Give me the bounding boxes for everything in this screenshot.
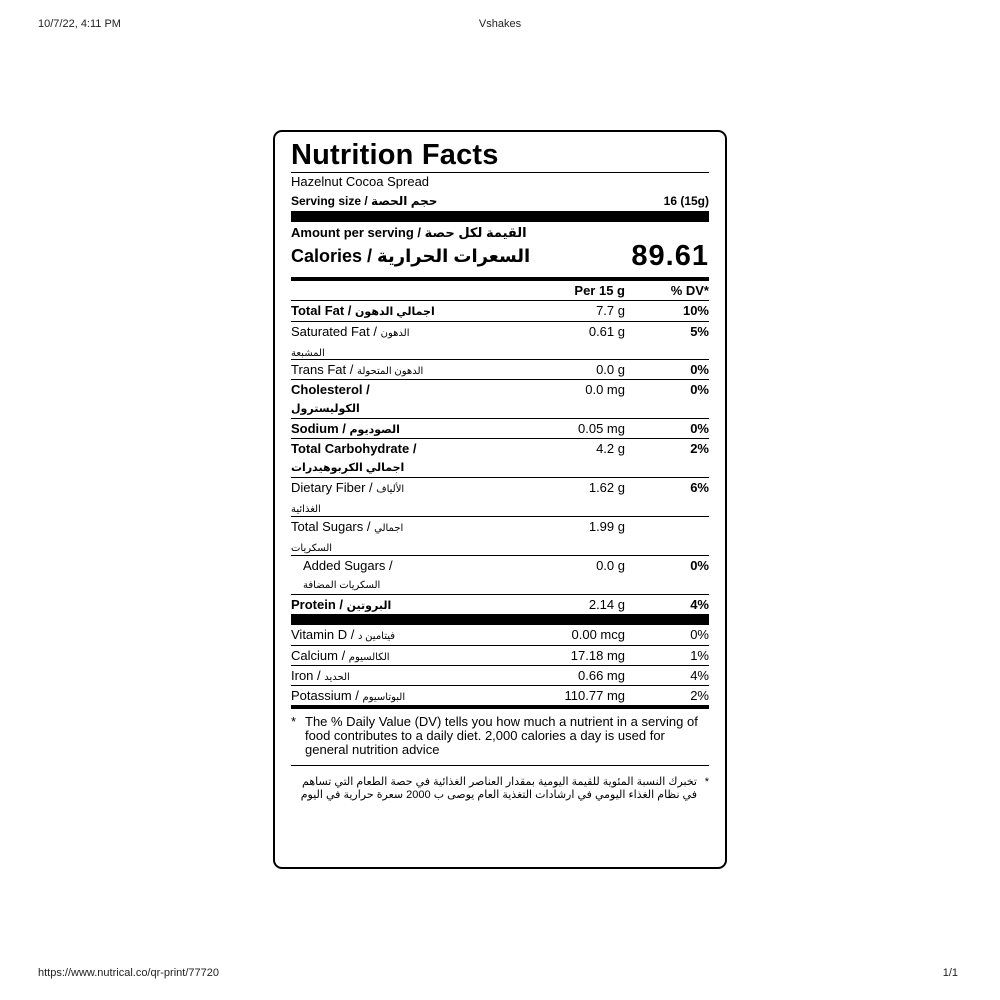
mineral-name-arabic: البوتاسيوم — [362, 692, 406, 703]
mineral-row-vitamin-d — [291, 625, 709, 645]
nutrient-amount: 1.99 g — [588, 519, 625, 534]
mineral-dv: 0% — [690, 627, 709, 642]
nutrient-name: Dietary Fiber / — [291, 480, 377, 495]
nutrient-name: Total Fat / — [291, 303, 356, 318]
nutrient-dv: 0% — [690, 421, 709, 436]
nutrient-row-total-sugars — [291, 516, 709, 555]
serving-size-value: 16 (15g) — [663, 194, 709, 208]
nutrient-row-saturated-fat — [291, 321, 709, 359]
serving-size-row — [291, 191, 709, 211]
nutrient-amount: 4.2 g — [596, 441, 625, 456]
footnote-english — [291, 715, 709, 765]
mineral-amount: 110.77 mg — [564, 688, 625, 703]
nutrient-row-sodium — [291, 418, 709, 438]
amount-per-serving: Amount per serving / القيمة لكل حصة — [291, 225, 527, 240]
divider — [291, 765, 709, 766]
product-name: Hazelnut Cocoa Spread — [291, 174, 430, 189]
nutrient-name-arabic: البروتين — [346, 600, 392, 612]
footnote-asterisk: * — [291, 714, 297, 729]
mineral-amount: 17.18 mg — [570, 648, 625, 663]
divider-thick — [291, 614, 709, 625]
nutrient-row-total-carbohydrate — [291, 438, 709, 477]
nutrient-name-arabic: الدهون المشبعة — [291, 328, 410, 359]
mineral-name: Vitamin D / — [291, 627, 358, 642]
footnote-arabic-text: تخبرك النسبة المئوية للقيمة اليومية بمقدار العناصر الغذائية في حصة الطعام التي تساهم في نظام الغذاء اليومي في ارشادات التغذية العام يوصى ب 2000 سعرة حرارية في اليوم — [300, 776, 697, 801]
column-header-row — [291, 281, 709, 300]
mineral-name: Potassium / — [291, 688, 363, 703]
dv-header: % DV* — [670, 283, 709, 298]
print-url: https://www.nutrical.co/qr-print/77720 — [38, 967, 219, 979]
print-page-number: 1/1 — [942, 967, 958, 979]
nutrient-name: Saturated Fat / — [291, 324, 381, 339]
nutrient-dv: 0% — [690, 362, 709, 377]
nutrient-name-arabic: الألياف الغذائية — [291, 484, 405, 515]
mineral-row-calcium — [291, 645, 709, 665]
nutrient-name: Sodium / — [291, 421, 350, 436]
nutrient-name-arabic: اجمالي الكربوهيدرات — [291, 462, 405, 474]
mineral-name: Calcium / — [291, 648, 349, 663]
calories-row — [291, 241, 709, 271]
nutrient-row-added-sugars — [291, 555, 709, 594]
nutrient-amount: 0.0 g — [596, 558, 625, 573]
nutrient-dv: 0% — [690, 382, 709, 397]
nutrient-name-arabic: اجمالي الدهون — [355, 306, 435, 318]
calories-value: 89.61 — [631, 239, 709, 272]
print-datetime: 10/7/22, 4:11 PM — [38, 18, 121, 30]
mineral-amount: 0.66 mg — [578, 668, 625, 683]
mineral-name-arabic: الحديد — [324, 672, 350, 683]
nutrient-dv: 5% — [690, 324, 709, 339]
footnote-english-text: The % Daily Value (DV) tells you how much a nutrient in a serving of food contributes to a daily diet. 2,000 calories a day is used for general nutrition advice — [305, 714, 698, 757]
nutrient-name-arabic: السكريات المضافة — [303, 580, 381, 591]
nutrient-row-protein — [291, 594, 709, 614]
mineral-dv: 2% — [690, 688, 709, 703]
nutrient-dv: 4% — [690, 597, 709, 612]
nutrient-name-arabic: الصوديوم — [349, 424, 400, 436]
nutrient-row-dietary-fiber — [291, 477, 709, 516]
nutrient-name: Protein / — [291, 597, 347, 612]
nutrient-dv: 6% — [690, 480, 709, 495]
nutrient-name: Trans Fat / — [291, 362, 357, 377]
nutrient-amount: 2.14 g — [588, 597, 625, 612]
nutrient-amount: 0.0 mg — [585, 382, 625, 397]
nutrient-name: Total Carbohydrate / — [291, 441, 417, 456]
serving-size-label: Serving size / حجم الحصة — [291, 194, 438, 208]
mineral-row-potassium — [291, 685, 709, 705]
nutrient-name-arabic: اجمالي السكريات — [291, 523, 404, 554]
nutrient-amount: 0.05 mg — [578, 421, 625, 436]
footnote-asterisk: * — [704, 776, 709, 788]
nutrient-row-total-fat — [291, 300, 709, 321]
nutrient-name-arabic: الدهون المتحولة — [356, 366, 424, 377]
nutrient-dv: 0% — [690, 558, 709, 573]
label-title: Nutrition Facts — [291, 139, 499, 171]
nutrition-facts-panel — [273, 130, 727, 869]
footnote-arabic — [291, 776, 709, 802]
nutrient-name: Added Sugars / — [303, 558, 393, 573]
mineral-dv: 1% — [690, 648, 709, 663]
per-serving-header: Per 15 g — [574, 283, 625, 298]
divider-thick — [291, 211, 709, 222]
print-title: Vshakes — [478, 18, 522, 30]
nutrient-name: Total Sugars / — [291, 519, 375, 534]
nutrient-dv: 2% — [690, 441, 709, 456]
mineral-name-arabic: الكالسيوم — [348, 652, 390, 663]
nutrient-amount: 0.0 g — [596, 362, 625, 377]
mineral-amount: 0.00 mcg — [571, 627, 625, 642]
nutrient-amount: 7.7 g — [596, 303, 625, 318]
mineral-dv: 4% — [690, 668, 709, 683]
nutrient-name-arabic: الكوليسترول — [291, 403, 360, 415]
nutrient-amount: 0.61 g — [588, 324, 625, 339]
nutrient-row-cholesterol — [291, 379, 709, 418]
nutrient-name: Cholesterol / — [291, 382, 370, 397]
nutrient-amount: 1.62 g — [588, 480, 625, 495]
mineral-row-iron — [291, 665, 709, 685]
nutrient-dv: 10% — [682, 303, 709, 318]
mineral-name: Iron / — [291, 668, 325, 683]
nutrient-row-trans-fat — [291, 359, 709, 379]
mineral-name-arabic: فيتامين د — [357, 631, 396, 642]
calories-label: Calories / السعرات الحرارية — [291, 245, 531, 266]
